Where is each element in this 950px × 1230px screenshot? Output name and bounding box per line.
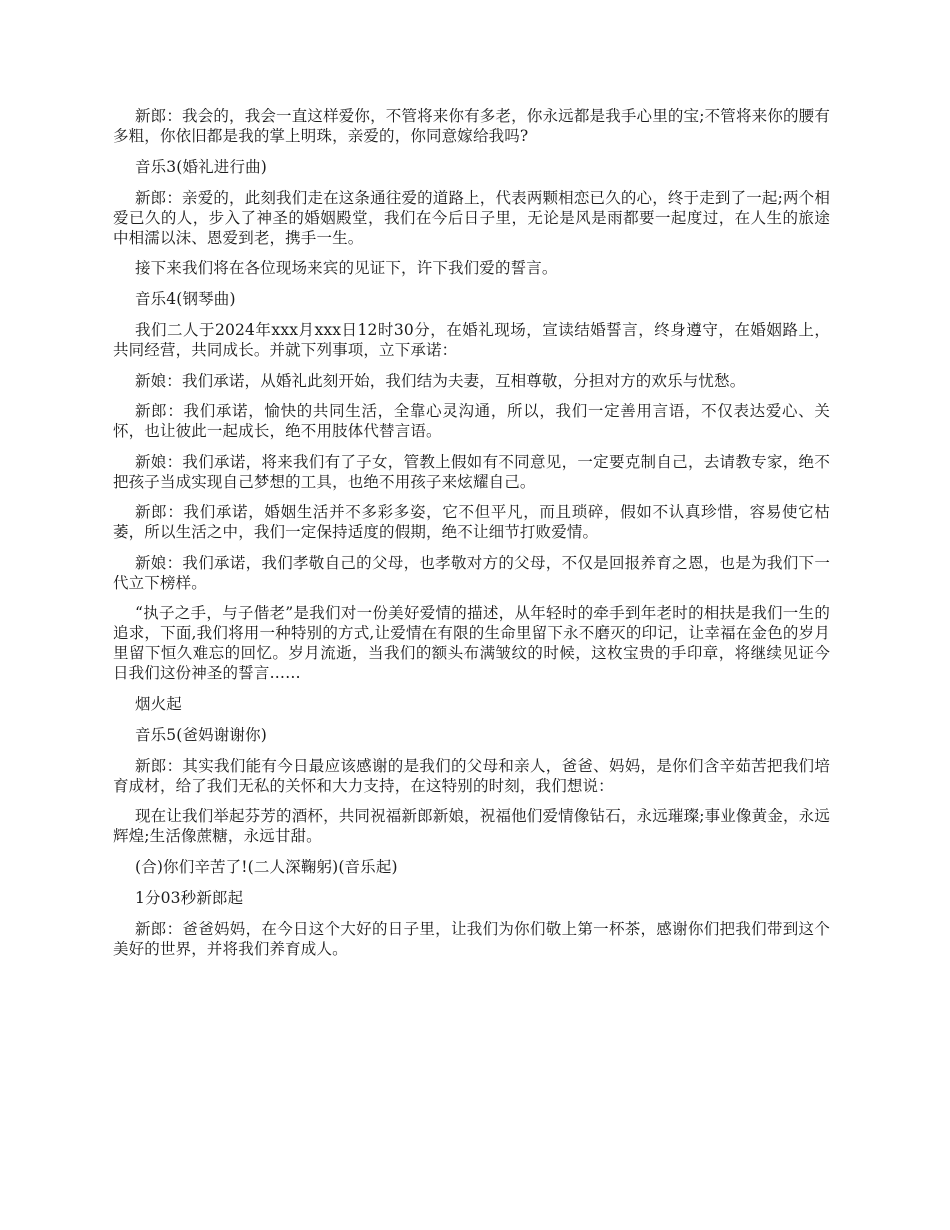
paragraph-vow-intro: 接下来我们将在各位现场来宾的见证下，许下我们爱的誓言。: [135, 259, 558, 277]
paragraph-toast: 现在让我们举起芬芳的酒杯，共同祝福新郎新娘，祝福他们爱情像钻石，永远璀璨;事业像黄金，永远辉煌;生活像蔗糖，永远甘甜。: [113, 807, 830, 845]
paragraph-bride-vow-1: 新娘：我们承诺，从婚礼此刻开始，我们结为夫妻，互相尊敬，分担对方的欢乐与忧愁。: [135, 371, 746, 390]
document-body: [113, 106, 830, 969]
paragraph-groom-thanks-parents: 新郎：其实我们能有今日最应该感谢的是我们的父母和亲人，爸爸、妈妈，是你们含辛茹苦把我们培育成材，给了我们无私的关怀和大力支持，在这特别的时刻，我们想说：: [113, 756, 830, 795]
paragraph-vow-declaration: 我们二人于2024年xxx月xxx日12时30分，在婚礼现场，宣读结婚誓言，终身遵守，在婚姻路上，共同经营，共同成长。并就下列事项，立下承诺：: [113, 321, 830, 359]
paragraph-music-5: 音乐5(爸妈谢谢你): [135, 725, 267, 744]
paragraph-fireworks: 烟火起: [135, 694, 182, 713]
paragraph-bride-vow-3: 新娘：我们承诺，我们孝敬自己的父母，也孝敬对方的父母，不仅是回报养育之恩，也是为我们下一代立下榜样。: [113, 553, 830, 592]
paragraph-groom-vow-2: 新郎：我们承诺，婚姻生活并不多彩多姿，它不但平凡，而且琐碎，假如不认真珍惜，容易使它枯萎，所以生活之中，我们一定保持适度的假期，绝不让细节打败爱情。: [113, 503, 830, 541]
paragraph-timestamp: 1分03秒新郎起: [135, 888, 244, 907]
paragraph-groom-vow-1: 新郎：我们承诺，愉快的共同生活，全靠心灵沟通，所以，我们一定善用言语，不仅表达爱心、关怀，也让彼此一起成长，绝不用肢体代替言语。: [113, 402, 830, 440]
paragraph-music-3: 音乐3(婚礼进行曲): [135, 157, 267, 176]
paragraph-music-4: 音乐4(钢琴曲): [135, 290, 236, 308]
paragraph-bow: (合)你们辛苦了!(二人深鞠躬)(音乐起): [135, 857, 398, 876]
paragraph-groom-tea: 新郎：爸爸妈妈，在今日这个大好的日子里，让我们为你们敬上第一杯茶，感谢你们把我们带到这个美好的世界，并将我们养育成人。: [113, 919, 830, 958]
paragraph-groom-love-road: 新郎：亲爱的，此刻我们走在这条通往爱的道路上，代表两颗相恋已久的心，终于走到了一起;两个相爱已久的人，步入了神圣的婚姻殿堂，我们在今后日子里，无论是风是雨都要一起度过，在人生的旅途中相濡以沫、恩爱到老，携手一生。: [113, 188, 830, 247]
paragraph-handprint: “执子之手，与子偕老”是我们对一份美好爱情的描述，从年轻时的牵手到年老时的相扶是我们一生的追求，下面,我们将用一种特别的方式,让爱情在有限的生命里留下永不磨灭的印记，让幸福在金色的岁月里留下恒久难忘的回忆。岁月流逝，当我们的额头布满皱纹的时候，这枚宝贵的手印章，将继续见证今日我们这份神圣的誓言……: [113, 604, 830, 682]
paragraph-groom-promise: 新郎：我会的，我会一直这样爱你，不管将来你有多老，你永远都是我手心里的宝;不管将来你的腰有多粗，你依旧都是我的掌上明珠，亲爱的，你同意嫁给我吗?: [113, 107, 830, 145]
paragraph-bride-vow-2: 新娘：我们承诺，将来我们有了子女，管教上假如有不同意见，一定要克制自己，去请教专家，绝不把孩子当成实现自己梦想的工具，也绝不用孩子来炫耀自己。: [113, 452, 830, 491]
